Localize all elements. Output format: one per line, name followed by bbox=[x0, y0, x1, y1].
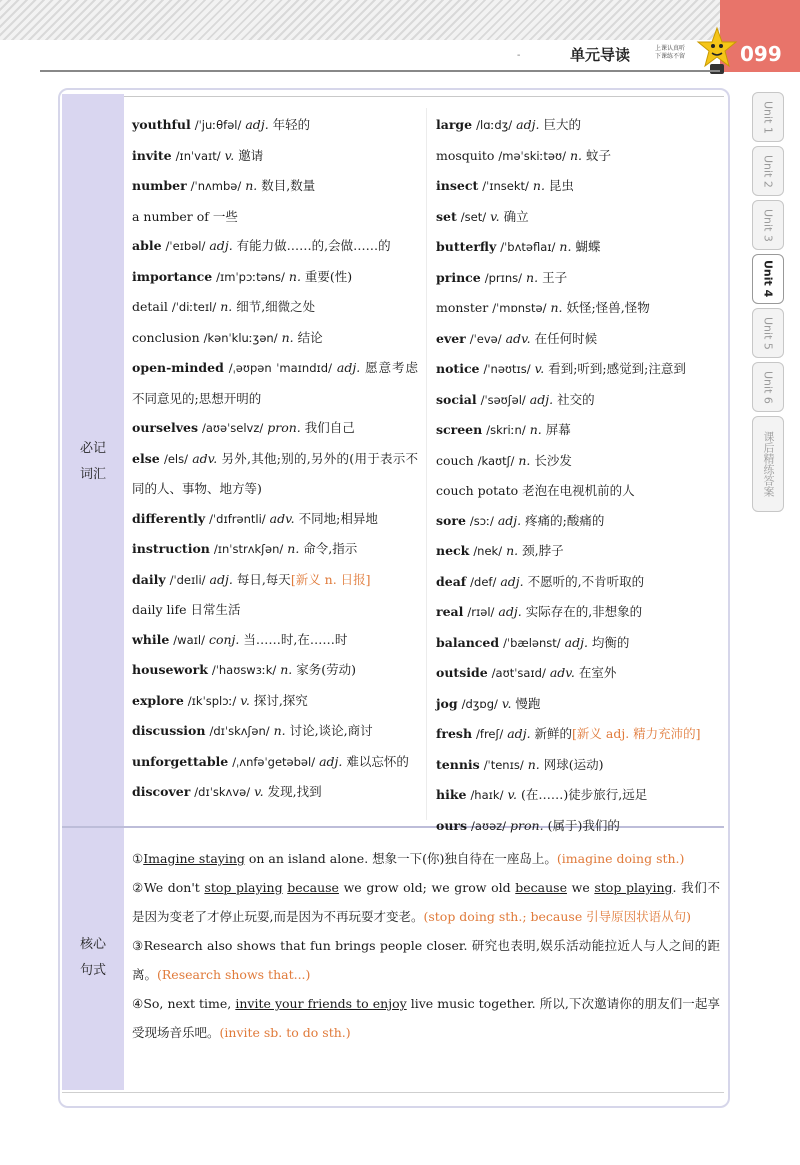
vocab-pos: adj. bbox=[336, 360, 361, 375]
sentence-number: ① bbox=[132, 851, 144, 866]
vocab-phonetic: /ɪkˈsplɔː/ bbox=[187, 693, 237, 708]
vocab-entry bbox=[132, 413, 418, 444]
vocab-definition: 慢跑 bbox=[515, 695, 541, 711]
vocab-phonetic: /ˈsəʊʃəl/ bbox=[480, 392, 526, 407]
sentence-text: we bbox=[566, 880, 595, 895]
vocab-pos: v. bbox=[507, 787, 518, 802]
vocab-word: tennis bbox=[436, 756, 480, 772]
vocab-pos: n. bbox=[518, 452, 531, 468]
vocab-entry bbox=[132, 141, 418, 172]
vocab-entry bbox=[436, 597, 722, 628]
vocab-entry bbox=[436, 354, 722, 385]
vocab-pos: v. bbox=[534, 361, 545, 376]
sentence-translation: 研究也表明,娱乐活动能拉近人与人之间的距离。 bbox=[132, 938, 720, 982]
vocab-entry bbox=[132, 747, 418, 778]
vocab-phonetic: /sɔː/ bbox=[469, 513, 494, 528]
vocab-phonetic: /freʃ/ bbox=[476, 727, 504, 741]
vocab-word: jog bbox=[436, 695, 458, 711]
vocab-word: ourselves bbox=[132, 420, 199, 435]
vocab-word: large bbox=[436, 117, 473, 132]
vocab-definition: 疼痛的;酸痛的 bbox=[525, 512, 605, 528]
vocab-entry bbox=[132, 231, 418, 262]
vocab-definition: 网球(运动) bbox=[543, 756, 604, 772]
sentence-text: we grow old; we grow old bbox=[338, 880, 516, 895]
vocab-entry bbox=[132, 444, 418, 504]
vocab-phonetic: /ˈdɪfrəntli/ bbox=[209, 511, 266, 526]
vocab-definition: 结论 bbox=[297, 329, 323, 345]
vocab-word: conclusion bbox=[132, 329, 200, 345]
vocab-word: importance bbox=[132, 268, 213, 284]
vocab-pos: pron. bbox=[510, 817, 544, 833]
vocab-entry bbox=[132, 292, 418, 323]
vocab-definition: 看到;听到;感觉到;注意到 bbox=[548, 361, 686, 376]
vocab-definition: 不愿听的,不肯听取的 bbox=[527, 573, 645, 589]
tab-label: Unit 4 bbox=[761, 260, 775, 298]
vocab-word: social bbox=[436, 391, 477, 407]
tab-label: Unit 1 bbox=[761, 100, 775, 134]
vocab-definition: 蝴蝶 bbox=[575, 239, 601, 254]
vocab-phonetic: /məˈskiːtəʊ/ bbox=[498, 148, 566, 163]
header-dash: - bbox=[517, 50, 521, 61]
vocab-definition: 日常生活 bbox=[190, 602, 241, 617]
vocab-phonetic: /set/ bbox=[460, 209, 487, 224]
sentence-key-phrase: Imagine staying bbox=[143, 851, 245, 866]
vocab-word: screen bbox=[436, 422, 483, 437]
vocab-word: while bbox=[132, 631, 170, 647]
sentence-text: . bbox=[672, 880, 677, 895]
vocab-word: mosquito bbox=[436, 147, 495, 163]
vocab-phonetic: /ˌʌnfəˈgetəbəl/ bbox=[232, 754, 316, 769]
sentence-section-label bbox=[62, 932, 124, 984]
vocab-definition: 讨论,谈论,商讨 bbox=[289, 723, 373, 738]
vocab-phonetic: /rɪəl/ bbox=[467, 605, 495, 619]
vocab-entry bbox=[132, 504, 418, 535]
vocab-entry bbox=[436, 324, 722, 355]
bottom-rule bbox=[62, 1092, 724, 1093]
vocab-phonetic: /ɪmˈpɔːtəns/ bbox=[216, 269, 285, 284]
vocab-definition: 老泡在电视机前的人 bbox=[522, 483, 635, 498]
vocab-definition: 难以忘怀的 bbox=[346, 753, 409, 769]
vocab-entry bbox=[436, 141, 722, 172]
vocab-entry bbox=[132, 565, 418, 596]
vocab-entry bbox=[436, 567, 722, 598]
vocab-entry bbox=[132, 262, 418, 293]
vocab-phonetic: /ɪnˈvaɪt/ bbox=[175, 148, 221, 163]
sentence-pattern-hint: (stop doing sth.; because 引导原因状语从句) bbox=[423, 909, 692, 924]
vocab-definition: 实际存在的,非想象的 bbox=[525, 604, 643, 619]
tab-unit-5[interactable] bbox=[752, 308, 784, 358]
vocab-word: daily bbox=[132, 571, 166, 587]
vocab-pos: adj. bbox=[500, 573, 524, 589]
vocab-word: insect bbox=[436, 178, 479, 193]
vocab-phonetic: /haɪk/ bbox=[470, 788, 504, 802]
sentence-text: live music together. bbox=[406, 996, 540, 1011]
vocab-pos: n. bbox=[527, 756, 540, 772]
vocab-pos: adj. bbox=[497, 512, 522, 528]
vocab-pos: pron. bbox=[267, 420, 301, 435]
vocab-phonetic: /dʒɒg/ bbox=[461, 696, 498, 711]
vocab-definition: 一些 bbox=[212, 208, 238, 224]
vocab-new-meaning: [新义 adj. 精力充沛的] bbox=[572, 726, 701, 741]
vocab-pos: n. bbox=[529, 422, 542, 437]
tab-label: Unit 5 bbox=[761, 316, 775, 350]
vocab-phonetic: /ˈbʌtəflaɪ/ bbox=[500, 240, 556, 254]
vocab-word: youthful bbox=[132, 117, 191, 132]
key-sentence bbox=[132, 989, 720, 1047]
vocab-phonetic: /kənˈkluːʒən/ bbox=[203, 330, 278, 345]
tab-unit-4[interactable] bbox=[752, 254, 784, 304]
vocab-definition: 巨大的 bbox=[543, 117, 581, 132]
vocab-entry bbox=[436, 536, 722, 567]
header-stripe bbox=[0, 0, 720, 40]
vocab-definition: 均衡的 bbox=[591, 634, 630, 650]
vocab-phonetic: /ˈtenɪs/ bbox=[483, 757, 524, 772]
vocab-entry bbox=[132, 202, 418, 232]
tab-unit-3[interactable] bbox=[752, 200, 784, 250]
vocab-word: prince bbox=[436, 269, 481, 285]
vocab-phonetic: /ˈmɒnstə/ bbox=[492, 301, 547, 315]
vocab-word: open-minded bbox=[132, 360, 224, 375]
vocab-list-left bbox=[132, 110, 418, 808]
vocab-definition: 长沙发 bbox=[534, 452, 572, 468]
vocab-definition: (属于)我们的 bbox=[547, 817, 620, 833]
vocab-pos: adj. bbox=[529, 391, 554, 407]
sentence-key-phrase: stop playing bbox=[594, 880, 673, 895]
sentence-number: ③ bbox=[132, 938, 144, 953]
header-slogan-2: 下课练不留 bbox=[655, 53, 686, 60]
sentence-text: on an island alone. bbox=[244, 851, 373, 866]
tab-label: Unit 2 bbox=[761, 154, 775, 188]
vocab-pos: adv. bbox=[549, 665, 575, 680]
vocab-entry bbox=[436, 689, 722, 720]
vocab-phonetic: /ɪnˈstrʌkʃən/ bbox=[213, 542, 284, 556]
vocab-pos: n. bbox=[287, 541, 300, 556]
vocab-phonetic: /ˈnəʊtɪs/ bbox=[483, 362, 531, 376]
key-sentence bbox=[132, 931, 720, 989]
vocab-definition: 命令,指示 bbox=[303, 541, 358, 556]
sentence-translation: 我们不是因为变老了才停止玩耍,而是因为不再玩耍才变老。 bbox=[132, 880, 720, 924]
vocab-phonetic: /ˈɪnsekt/ bbox=[482, 179, 529, 193]
vocab-word: neck bbox=[436, 543, 470, 558]
vocab-pos: n. bbox=[245, 178, 258, 193]
vocab-entry bbox=[436, 719, 722, 750]
vocab-definition: 昆虫 bbox=[548, 178, 574, 193]
vocab-entry bbox=[436, 202, 722, 233]
sentence-key-phrase: Research also shows that fun brings people closer. bbox=[143, 938, 468, 953]
vocab-phonetic: /ˈhaʊswɜːk/ bbox=[211, 663, 277, 677]
vocab-entry bbox=[132, 777, 418, 808]
vocab-definition: 我们自己 bbox=[304, 420, 355, 435]
sentence-key-phrase: because bbox=[287, 880, 339, 895]
vocab-word: butterfly bbox=[436, 239, 497, 254]
vocab-word: instruction bbox=[132, 541, 210, 556]
vocab-phonetic: /lɑːdʒ/ bbox=[476, 118, 513, 132]
vocab-entry bbox=[436, 506, 722, 537]
unit-tabs bbox=[752, 92, 788, 516]
page-number: 099 bbox=[740, 42, 782, 66]
sentence-label-line-2: 句式 bbox=[79, 963, 106, 978]
vocab-pos: n. bbox=[569, 147, 583, 163]
sentence-label-line-1: 核心 bbox=[79, 937, 106, 952]
vocab-pos: v. bbox=[224, 147, 235, 163]
vocab-word: a number of bbox=[132, 208, 209, 224]
sentence-pattern-hint: (invite sb. to do sth.) bbox=[219, 1025, 351, 1040]
vocab-pos: adj. bbox=[245, 117, 269, 132]
vocab-label-line-1: 必记 bbox=[79, 441, 106, 456]
vocab-definition: 社交的 bbox=[557, 391, 595, 407]
vocab-word: able bbox=[132, 238, 162, 253]
vocab-phonetic: /aʊəˈselvz/ bbox=[202, 421, 264, 435]
vocab-pos: n. bbox=[280, 662, 293, 677]
vocab-definition: 当……时,在……时 bbox=[243, 631, 348, 647]
sentence-text: We don't bbox=[143, 880, 205, 895]
vocab-definition: 在室外 bbox=[578, 665, 617, 680]
tab-unit-6[interactable] bbox=[752, 362, 784, 412]
vocab-word: else bbox=[132, 450, 160, 466]
vocab-entry bbox=[132, 323, 418, 354]
vocab-definition: 屏幕 bbox=[545, 422, 571, 437]
vocab-definition: 数目,数量 bbox=[261, 178, 316, 193]
vocab-pos: conj. bbox=[208, 631, 240, 647]
vocab-pos: v. bbox=[501, 695, 512, 711]
vocab-definition: 邀请 bbox=[238, 147, 264, 163]
vocab-definition: 细节,细微之处 bbox=[236, 299, 316, 314]
vocab-label-line-2: 词汇 bbox=[79, 467, 106, 482]
vocab-definition: 确立 bbox=[503, 208, 529, 224]
vocab-pos: n. bbox=[281, 329, 294, 345]
vocab-phonetic: /ˈeɪbəl/ bbox=[165, 239, 206, 253]
key-sentences bbox=[132, 844, 720, 1047]
vocab-entry bbox=[436, 780, 722, 811]
vocab-entry bbox=[132, 716, 418, 747]
sentence-number: ② bbox=[132, 880, 144, 895]
vocab-pos: v. bbox=[254, 784, 264, 799]
vocab-phonetic: /dɪˈskʌvə/ bbox=[194, 785, 251, 799]
vocab-definition: 另外,其他;别的,另外的(用于表示不同的人、事物、地方等) bbox=[132, 450, 418, 496]
vocab-pos: n. bbox=[288, 268, 301, 284]
sentence-key-phrase: invite your friends to enjoy bbox=[235, 996, 407, 1011]
key-sentence bbox=[132, 844, 720, 873]
vocab-entry bbox=[132, 625, 418, 656]
vocab-entry bbox=[436, 811, 722, 842]
vocab-entry bbox=[436, 385, 722, 416]
vocab-phonetic: /nek/ bbox=[473, 544, 503, 558]
vocab-entry bbox=[436, 263, 722, 294]
vocab-entry bbox=[436, 415, 722, 446]
vocab-phonetic: /def/ bbox=[470, 574, 497, 589]
sentence-pattern-hint: (imagine doing sth.) bbox=[556, 851, 685, 866]
vocab-word: differently bbox=[132, 510, 206, 526]
vocab-definition: 蚊子 bbox=[586, 147, 612, 163]
vocab-word: ever bbox=[436, 330, 466, 346]
vocab-entry bbox=[436, 476, 722, 506]
vocab-definition: 每日,每天 bbox=[236, 571, 291, 587]
vocab-phonetic: /skriːn/ bbox=[486, 423, 526, 437]
vocab-pos: n. bbox=[532, 178, 545, 193]
vocab-pos: n. bbox=[526, 269, 539, 285]
sentence-key-phrase: because bbox=[515, 880, 567, 895]
vocab-phonetic: /ˈdiːteɪl/ bbox=[171, 300, 217, 314]
sentence-translation: 想象一下(你)独自待在一座岛上。 bbox=[372, 851, 557, 866]
vocab-word: ours bbox=[436, 817, 468, 833]
section-title: 单元导读 bbox=[570, 46, 631, 64]
vocab-phonetic: /kaʊtʃ/ bbox=[477, 453, 515, 468]
vocab-entry bbox=[436, 446, 722, 477]
vocab-entry bbox=[132, 595, 418, 625]
tab-label: Unit 6 bbox=[761, 370, 775, 404]
vocab-word: notice bbox=[436, 361, 480, 376]
vocab-word: sore bbox=[436, 512, 466, 528]
vocab-phonetic: /waɪl/ bbox=[173, 632, 205, 647]
vocab-pos: adj. bbox=[498, 604, 522, 619]
vocab-word: deaf bbox=[436, 573, 467, 589]
vocab-entry bbox=[436, 293, 722, 324]
vocab-pos: n. bbox=[506, 543, 519, 558]
vocab-entry bbox=[436, 658, 722, 689]
vocab-definition: 家务(劳动) bbox=[296, 662, 357, 677]
vocab-entry bbox=[132, 171, 418, 202]
vocab-phonetic: /els/ bbox=[163, 451, 188, 466]
vocab-pos: v. bbox=[240, 692, 250, 708]
vocab-pos: adj. bbox=[507, 726, 531, 741]
vocab-list-right bbox=[436, 110, 722, 841]
vocab-word: unforgettable bbox=[132, 753, 229, 769]
vocab-word: couch bbox=[436, 452, 474, 468]
vocab-phonetic: /ˈjuːθfəl/ bbox=[194, 118, 242, 132]
vocab-entry bbox=[436, 171, 722, 202]
vocab-pos: n. bbox=[273, 723, 286, 738]
vocab-definition: 妖怪;怪兽,怪物 bbox=[566, 300, 650, 315]
vocab-word: hike bbox=[436, 787, 467, 802]
vocab-pos: adv. bbox=[269, 510, 295, 526]
vocab-word: discussion bbox=[132, 723, 206, 738]
vocab-word: invite bbox=[132, 147, 172, 163]
vocab-phonetic: /aʊtˈsaɪd/ bbox=[491, 666, 546, 680]
vocab-entry bbox=[132, 534, 418, 565]
vocab-word: housework bbox=[132, 662, 208, 677]
vocab-phonetic: /ˌəʊpən ˈmaɪndɪd/ bbox=[228, 361, 332, 375]
vocab-definition: (在……)徒步旅行,远足 bbox=[521, 787, 648, 802]
vocab-phonetic: /ˈdeɪli/ bbox=[169, 572, 206, 587]
header-slogan-1: 上课认真听 bbox=[655, 45, 686, 52]
vocab-definition: 新鲜的 bbox=[534, 726, 573, 741]
vocab-pos: adj. bbox=[319, 753, 343, 769]
vocab-word: explore bbox=[132, 692, 184, 708]
vocab-word: couch potato bbox=[436, 483, 519, 498]
vocab-entry bbox=[436, 110, 722, 141]
vocab-definition: 不同地;相异地 bbox=[298, 510, 378, 526]
vocab-definition: 颈,脖子 bbox=[522, 543, 564, 558]
vocab-word: fresh bbox=[436, 726, 473, 741]
vocab-pos: adj. bbox=[209, 238, 233, 253]
vocab-pos: adj. bbox=[209, 571, 233, 587]
vocab-definition: 王子 bbox=[542, 269, 568, 285]
vocab-word: outside bbox=[436, 665, 488, 680]
vocab-word: real bbox=[436, 604, 464, 619]
key-sentence bbox=[132, 873, 720, 931]
vocab-word: daily life bbox=[132, 602, 187, 617]
vocab-phonetic: /ˈevə/ bbox=[469, 331, 502, 346]
sentence-number: ④ bbox=[132, 996, 144, 1011]
sentence-key-phrase: stop playing bbox=[204, 880, 283, 895]
vocab-pos: adv. bbox=[505, 330, 531, 346]
vocab-definition: 年轻的 bbox=[272, 117, 311, 132]
vocab-new-meaning: [新义 n. 日报] bbox=[290, 571, 371, 587]
sentence-translation: 所以,下次邀请你的朋友们一起享受现场音乐吧。 bbox=[132, 996, 720, 1040]
vocab-definition: 愿意考虑不同意见的;思想开明的 bbox=[132, 360, 418, 406]
header-rule bbox=[40, 70, 720, 72]
vocab-definition: 重要(性) bbox=[304, 268, 353, 284]
vocab-word: monster bbox=[436, 300, 489, 315]
vocab-entry bbox=[132, 655, 418, 686]
vocab-pos: v. bbox=[490, 208, 500, 224]
tab-answers[interactable] bbox=[752, 416, 784, 512]
vocab-entry bbox=[436, 628, 722, 659]
vocab-phonetic: /ˈbælənst/ bbox=[503, 635, 561, 650]
vocab-pos: adv. bbox=[192, 450, 218, 466]
vocab-definition: 发现,找到 bbox=[267, 784, 322, 799]
vocab-phonetic: /prɪns/ bbox=[484, 270, 523, 285]
vocab-word: balanced bbox=[436, 634, 500, 650]
vocab-phonetic: /aʊəz/ bbox=[471, 818, 507, 833]
vocab-entry bbox=[436, 232, 722, 263]
vocab-phonetic: /dɪˈskʌʃən/ bbox=[209, 724, 270, 738]
tab-unit-2[interactable] bbox=[752, 146, 784, 196]
vocab-definition: 在任何时候 bbox=[534, 330, 598, 346]
vocab-word: number bbox=[132, 178, 187, 193]
column-divider bbox=[426, 108, 427, 820]
vocab-word: set bbox=[436, 208, 457, 224]
vocab-pos: n. bbox=[559, 239, 572, 254]
vocab-section-label bbox=[62, 436, 124, 488]
vocab-entry bbox=[132, 686, 418, 717]
vocab-phonetic: /ˈnʌmbə/ bbox=[190, 179, 242, 193]
vocab-pos: adj. bbox=[564, 634, 588, 650]
tab-unit-1[interactable] bbox=[752, 92, 784, 142]
tab-label: 课后精练答案 bbox=[762, 431, 775, 497]
vocab-entry bbox=[132, 353, 418, 413]
sentence-text: So, next time, bbox=[143, 996, 236, 1011]
content-top-rule bbox=[124, 96, 724, 97]
vocab-definition: 探讨,探究 bbox=[253, 692, 308, 708]
vocab-pos: n. bbox=[550, 300, 563, 315]
tab-label: Unit 3 bbox=[761, 208, 775, 242]
vocab-entry bbox=[132, 110, 418, 141]
vocab-pos: n. bbox=[220, 299, 233, 314]
header-slogan bbox=[655, 45, 715, 61]
vocab-entry bbox=[436, 750, 722, 781]
vocab-pos: adj. bbox=[516, 117, 540, 132]
vocab-word: discover bbox=[132, 784, 191, 799]
vocab-definition: 有能力做……的,会做……的 bbox=[236, 238, 391, 253]
vocab-word: detail bbox=[132, 299, 168, 314]
sentence-pattern-hint: (Research shows that...) bbox=[157, 967, 311, 982]
